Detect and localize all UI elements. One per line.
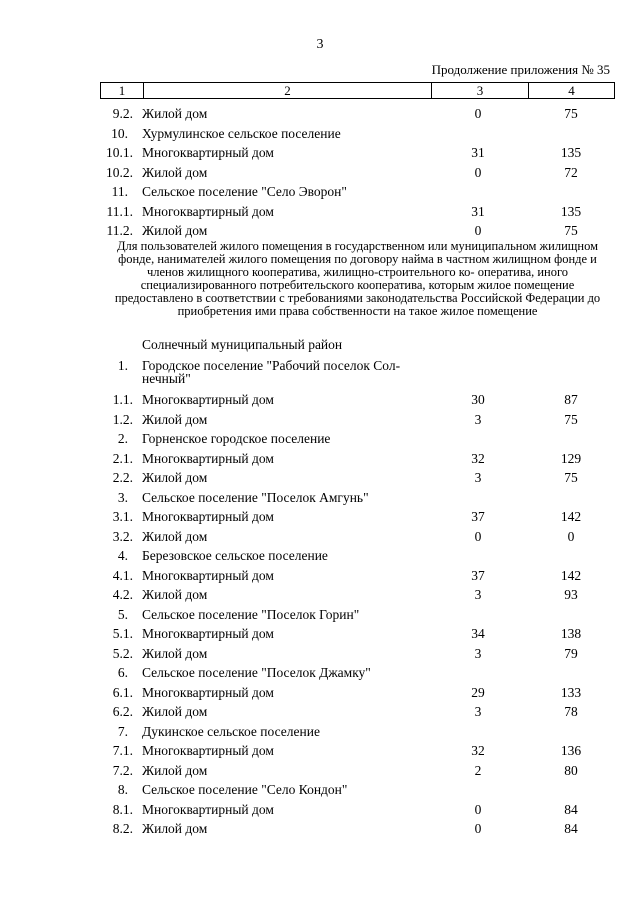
applicability-note: Для пользователей жилого помещения в государственном или муниципальном жилищном фонде, нанимателей жилого помещения по договору найма в частном жилищном фонде и членов жилищного кооператива, жилищно-строительного ко- оператива, иного специализированного потребительского кооператива, которым жилое помещение предоставлено в соответствии с требованиями законодательства Российской Федерации до приобретения ими права собственности на такое жилое помещение: [114, 239, 601, 318]
table-row: [100, 390, 615, 410]
row-value-col3: 31: [471, 203, 485, 219]
row-value-col4: 136: [560, 743, 582, 758]
table-row: [100, 800, 615, 820]
row-value-col3: 0: [474, 821, 482, 836]
table-row: [100, 104, 615, 124]
row-number: 2.: [117, 431, 128, 446]
row-value-col4: 135: [560, 203, 582, 219]
row-number: 5.: [117, 606, 128, 622]
row-value-col3: 32: [471, 450, 485, 466]
table-row: [100, 221, 615, 241]
row-name: Жилой дом: [142, 223, 208, 238]
section-row: [100, 546, 615, 566]
row-value-col3: 0: [474, 106, 482, 121]
row-value-col3: 37: [471, 509, 485, 524]
row-value-col3: 0: [474, 223, 482, 238]
row-number: 1.2.: [112, 411, 133, 427]
row-number: 1.1.: [112, 392, 133, 407]
row-name: Жилой дом: [142, 762, 208, 778]
row-value-col4: 142: [560, 567, 582, 583]
row-value-col3: 0: [474, 801, 482, 817]
row-number: 10.: [111, 125, 128, 141]
row-number: 8.2.: [112, 821, 133, 836]
row-name: Жилой дом: [142, 587, 208, 602]
section-row: [100, 124, 615, 144]
row-number: 11.: [111, 184, 128, 199]
table-row: [100, 449, 615, 469]
row-number: 3.2.: [112, 528, 133, 544]
table-row: [100, 163, 615, 183]
table-body-top: [100, 104, 615, 241]
table-header: [100, 82, 615, 99]
row-name: Сельское поселение "Село Эворон": [142, 184, 347, 199]
row-name: Многоквартирный дом: [142, 509, 274, 524]
row-number: 9.2.: [112, 106, 133, 121]
section-row: [100, 429, 615, 449]
row-name: Сельское поселение "Село Кондон": [142, 782, 348, 797]
row-value-col3: 3: [474, 587, 482, 602]
row-value-col3: 3: [474, 704, 482, 719]
section-row: [100, 488, 615, 508]
row-name: Многоквартирный дом: [142, 626, 274, 641]
row-value-col4: 84: [564, 801, 578, 817]
row-name: Многоквартирный дом: [142, 567, 274, 583]
section-row: [100, 722, 615, 742]
section-row: [100, 663, 615, 683]
row-value-col3: 0: [474, 164, 482, 180]
header-col-2: 2: [144, 83, 432, 99]
row-value-col4: 138: [560, 626, 582, 641]
row-name: Жилой дом: [142, 704, 208, 719]
section-row: [100, 605, 615, 625]
row-value-col3: 30: [471, 392, 485, 407]
row-name: Сельское поселение "Поселок Амгунь": [142, 489, 369, 505]
row-number: 6.1.: [112, 684, 133, 700]
row-number: 6.2.: [112, 704, 133, 719]
row-name: Многоквартирный дом: [142, 145, 274, 160]
row-value-col4: 75: [564, 411, 578, 427]
table-row: [100, 819, 615, 839]
table-body-bottom: [100, 356, 615, 839]
row-number: 5.2.: [112, 645, 133, 661]
row-number: 7.2.: [112, 762, 133, 778]
row-number: 10.2.: [106, 164, 133, 180]
row-value-col4: 135: [560, 145, 582, 160]
row-value-col3: 3: [474, 645, 482, 661]
table-row: [100, 624, 615, 644]
row-name: Многоквартирный дом: [142, 450, 274, 466]
row-value-col3: 3: [474, 411, 482, 427]
table-row: [100, 644, 615, 664]
row-name: Жилой дом: [142, 164, 208, 180]
row-name: Жилой дом: [142, 821, 208, 836]
row-value-col3: 37: [471, 567, 485, 583]
district-title: Солнечный муниципальный район: [142, 337, 343, 352]
row-number: 3.1.: [112, 509, 133, 524]
row-name: Жилой дом: [142, 470, 208, 485]
row-value-col3: 32: [471, 743, 485, 758]
row-value-col4: 93: [564, 587, 578, 602]
row-number: 5.1.: [112, 626, 133, 641]
row-number: 3.: [117, 489, 128, 505]
section-row: [100, 356, 615, 390]
row-name: Городское поселение "Рабочий поселок Сол- нечный": [142, 358, 401, 386]
row-number: 1.: [117, 358, 128, 373]
row-name: Березовское сельское поселение: [142, 548, 328, 563]
row-value-col4: 79: [564, 645, 578, 661]
table-row: [100, 143, 615, 163]
row-number: 4.2.: [112, 587, 133, 602]
appendix-note: Продолжение приложения № 35: [431, 62, 610, 77]
table-row: [100, 585, 615, 605]
row-name: Жилой дом: [142, 645, 208, 661]
row-number: 4.: [117, 548, 128, 563]
header-col-1: 1: [101, 83, 144, 99]
table-row: [100, 202, 615, 222]
row-number: 8.1.: [112, 801, 133, 817]
row-value-col4: 87: [564, 392, 578, 407]
row-number: 7.: [117, 723, 128, 739]
row-number: 7.1.: [112, 743, 133, 758]
table-row: [100, 702, 615, 722]
row-name: Сельское поселение "Поселок Джамку": [142, 665, 371, 680]
table-row: [100, 741, 615, 761]
row-number: 4.1.: [112, 567, 133, 583]
section-row: [100, 182, 615, 202]
table-row: [100, 468, 615, 488]
row-name: Жилой дом: [142, 411, 208, 427]
row-value-col3: 34: [471, 626, 485, 641]
header-col-4: 4: [529, 83, 615, 99]
row-value-col4: 133: [560, 684, 582, 700]
row-value-col3: 3: [474, 470, 482, 485]
row-name: Горненское городское поселение: [142, 431, 331, 446]
row-value-col3: 0: [474, 528, 482, 544]
row-value-col4: 129: [560, 450, 582, 466]
row-name: Многоквартирный дом: [142, 743, 274, 758]
row-value-col4: 0: [567, 528, 575, 544]
row-value-col4: 72: [564, 164, 578, 180]
row-value-col3: 29: [471, 684, 485, 700]
table-row: [100, 566, 615, 586]
row-number: 11.1.: [106, 203, 133, 219]
row-number: 2.1.: [112, 450, 133, 466]
row-number: 2.2.: [112, 470, 133, 485]
row-number: 6.: [117, 665, 128, 680]
row-value-col4: 80: [564, 762, 578, 778]
row-name: Жилой дом: [142, 106, 208, 121]
row-number: 8.: [117, 782, 128, 797]
row-name: Дукинское сельское поселение: [142, 723, 320, 739]
row-value-col4: 75: [564, 223, 578, 238]
row-value-col4: 75: [564, 106, 578, 121]
row-name: Сельское поселение "Поселок Горин": [142, 606, 360, 622]
table-row: [100, 410, 615, 430]
row-value-col4: 142: [560, 509, 582, 524]
table-row: [100, 761, 615, 781]
table-row: [100, 683, 615, 703]
page-number: 3: [316, 37, 324, 52]
row-value-col4: 84: [564, 821, 578, 836]
table-row: [100, 527, 615, 547]
row-value-col3: 2: [474, 762, 482, 778]
row-name: Многоквартирный дом: [142, 392, 274, 407]
header-col-3: 3: [432, 83, 529, 99]
row-number: 10.1.: [106, 145, 133, 160]
section-row: [100, 780, 615, 800]
table-row: [100, 507, 615, 527]
row-value-col3: 31: [471, 145, 485, 160]
row-value-col4: 78: [564, 704, 578, 719]
row-value-col4: 75: [564, 470, 578, 485]
row-name: Многоквартирный дом: [142, 203, 274, 219]
row-name: Жилой дом: [142, 528, 208, 544]
row-name: Многоквартирный дом: [142, 684, 274, 700]
row-name: Хурмулинское сельское поселение: [142, 125, 341, 141]
row-name: Многоквартирный дом: [142, 801, 274, 817]
row-number: 11.2.: [106, 223, 133, 238]
